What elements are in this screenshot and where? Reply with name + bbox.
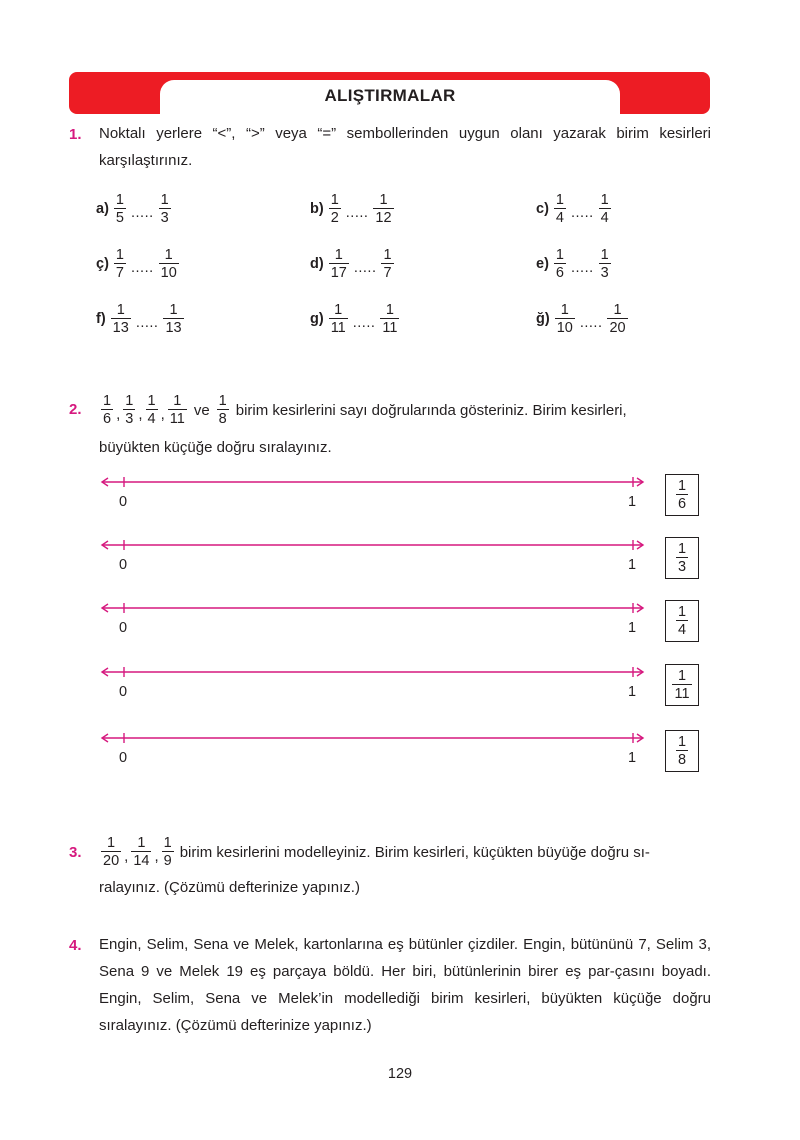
fraction-denominator: 13: [165, 320, 182, 336]
question-2-line: [99, 393, 711, 427]
question-3-line: [99, 835, 711, 869]
left-fraction: [553, 302, 577, 336]
fraction-denominator: 10: [160, 265, 177, 281]
right-fraction: [597, 192, 613, 226]
box-fraction: [674, 734, 690, 768]
left-fraction: [327, 302, 350, 336]
fraction-denominator: 4: [147, 411, 156, 427]
item-label: ç): [96, 256, 109, 272]
question-4-text: Engin, Selim, Sena ve Melek, kartonlarına eş bütünler çizdiler. Engin, bütününü 7, Selim 3, Sena 9 ve Melek 19 eş parçaya böldü. Her biri, bütünlerinin birer eş par-çasını boyadı. Engin, Selim, Sena ve Melek’in modellediği birim kesirleri, büyükten küçüğe doğru sıralayınız. (Çözümü defterinize yapınız.): [99, 936, 711, 1034]
fraction-numerator: 1: [334, 302, 343, 318]
fraction-denominator: 5: [115, 210, 124, 226]
fraction-numerator: 1: [164, 247, 173, 263]
right-fraction: [605, 302, 629, 336]
question-2-text-line2: büyükten küçüğe doğru sıralayınız.: [99, 439, 332, 456]
comparison-item: [310, 302, 401, 336]
unit-fraction: [166, 393, 189, 427]
fraction-numerator: 1: [103, 393, 112, 409]
separator-comma: ,: [138, 405, 143, 423]
fraction-denominator: 10: [556, 320, 573, 336]
fraction-numerator: 1: [163, 835, 172, 851]
box-fraction: [670, 668, 693, 702]
left-fraction: [112, 247, 128, 281]
comparison-item: [536, 302, 630, 336]
question-3-number: 3.: [69, 844, 82, 861]
fraction-box: [665, 537, 699, 579]
fraction-denominator: 3: [677, 559, 687, 575]
fraction-numerator: 1: [677, 541, 687, 557]
fraction-numerator: 1: [173, 393, 182, 409]
fraction-denominator: 20: [103, 853, 120, 869]
fraction-box: [665, 664, 699, 706]
fraction-numerator: 1: [677, 668, 687, 684]
number-line: [100, 728, 645, 748]
fraction-numerator: 1: [115, 247, 124, 263]
page-number: 129: [387, 1066, 413, 1082]
page-title: ALIŞTIRMALAR: [324, 86, 456, 105]
fraction-denominator: 3: [125, 411, 134, 427]
unit-fraction: [99, 835, 123, 869]
fraction-denominator: 17: [330, 265, 347, 281]
fraction-box: [665, 474, 699, 516]
box-fraction: [674, 604, 690, 638]
fraction-denominator: 6: [555, 265, 564, 281]
question-1-number: 1.: [69, 126, 82, 143]
item-label: f): [96, 311, 106, 327]
box-fraction: [674, 541, 690, 575]
comparison-blank: .....: [579, 315, 603, 331]
comparison-item: [310, 247, 396, 281]
fraction-numerator: 1: [555, 192, 564, 208]
number-line-one-label: 1: [628, 620, 637, 636]
fraction-numerator: 1: [385, 302, 394, 318]
number-line-one-label: 1: [628, 494, 637, 510]
fraction-denominator: 12: [375, 210, 392, 226]
left-fraction: [552, 192, 568, 226]
number-line-zero-label: 0: [119, 750, 128, 766]
right-fraction: [379, 247, 395, 281]
comparison-item: [96, 302, 186, 336]
fraction-numerator: 1: [147, 393, 156, 409]
fraction-denominator: 4: [600, 210, 609, 226]
fraction-numerator: 1: [107, 835, 116, 851]
fraction-numerator: 1: [677, 604, 687, 620]
question-1-text: Noktalı yerlere “<”, “>” veya “=” sembollerinden uygun olanı yazarak birim kesirleri karşılaştırınız.: [99, 125, 711, 169]
item-label: g): [310, 311, 324, 327]
comparison-item: [536, 247, 613, 281]
fraction-numerator: 1: [677, 734, 687, 750]
item-label: b): [310, 201, 324, 217]
comparison-blank: .....: [353, 260, 377, 276]
comparison-item: [536, 192, 613, 226]
number-line: [100, 598, 645, 618]
fraction-denominator: 6: [677, 496, 687, 512]
fraction-numerator: 1: [560, 302, 569, 318]
fraction-numerator: 1: [169, 302, 178, 318]
comparison-blank: .....: [352, 315, 376, 331]
number-line: [100, 472, 645, 492]
comparison-item: [96, 192, 173, 226]
fraction-numerator: 1: [330, 192, 339, 208]
fraction-denominator: 2: [330, 210, 339, 226]
fraction-denominator: 20: [609, 320, 626, 336]
comparison-item: [310, 192, 396, 226]
fraction-numerator: 1: [677, 478, 687, 494]
fraction-box: [665, 600, 699, 642]
item-label: a): [96, 201, 109, 217]
fraction-numerator: 1: [600, 192, 609, 208]
comparison-blank: .....: [570, 205, 594, 221]
item-label: ğ): [536, 311, 550, 327]
comparison-blank: .....: [135, 315, 159, 331]
fraction-denominator: 8: [677, 752, 687, 768]
fraction-numerator: 1: [555, 247, 564, 263]
box-fraction: [674, 478, 690, 512]
fraction-numerator: 1: [334, 247, 343, 263]
unit-fraction: [215, 393, 231, 427]
fraction-denominator: 9: [163, 853, 172, 869]
number-line: [100, 662, 645, 682]
fraction-numerator: 1: [613, 302, 622, 318]
right-fraction: [157, 247, 181, 281]
left-fraction: [109, 302, 133, 336]
fraction-denominator: 6: [103, 411, 112, 427]
item-label: c): [536, 201, 549, 217]
left-fraction: [327, 247, 351, 281]
fraction-denominator: 3: [160, 210, 169, 226]
unit-fraction: [160, 835, 176, 869]
fraction-denominator: 11: [382, 320, 398, 336]
item-label: e): [536, 256, 549, 272]
right-fraction: [378, 302, 401, 336]
comparison-item: [96, 247, 181, 281]
fraction-numerator: 1: [115, 192, 124, 208]
separator-comma: ,: [154, 847, 159, 865]
separator-comma: ,: [116, 405, 121, 423]
fraction-denominator: 3: [600, 265, 609, 281]
fraction-denominator: 8: [218, 411, 227, 427]
unit-fraction: [144, 393, 160, 427]
number-line-one-label: 1: [628, 750, 637, 766]
fraction-denominator: 13: [112, 320, 129, 336]
fraction-numerator: 1: [600, 247, 609, 263]
comparison-blank: .....: [345, 205, 369, 221]
right-fraction: [371, 192, 395, 226]
question-3-text: birim kesirlerini modelleyiniz. Birim kesirleri, küçükten büyüğe doğru sı-: [179, 843, 650, 861]
number-line-one-label: 1: [628, 557, 637, 573]
item-label: d): [310, 256, 324, 272]
question-4-number: 4.: [69, 937, 82, 954]
fraction-numerator: 1: [383, 247, 392, 263]
separator-comma: ,: [160, 405, 165, 423]
fraction-numerator: 1: [160, 192, 169, 208]
fraction-denominator: 7: [383, 265, 392, 281]
fraction-denominator: 11: [674, 686, 690, 702]
number-line-zero-label: 0: [119, 684, 128, 700]
fraction-denominator: 4: [555, 210, 564, 226]
comparison-blank: .....: [130, 205, 154, 221]
fraction-numerator: 1: [379, 192, 388, 208]
separator-comma: ,: [124, 847, 129, 865]
question-2-number: 2.: [69, 401, 82, 418]
fraction-numerator: 1: [116, 302, 125, 318]
left-fraction: [327, 192, 343, 226]
fraction-numerator: 1: [218, 393, 227, 409]
number-line-zero-label: 0: [119, 620, 128, 636]
fraction-denominator: 7: [115, 265, 124, 281]
fraction-denominator: 14: [133, 853, 150, 869]
left-fraction: [552, 247, 568, 281]
question-3-text-line2: ralayınız. (Çözümü defterinize yapınız.): [99, 879, 360, 896]
number-line-zero-label: 0: [119, 494, 128, 510]
comparison-blank: .....: [570, 260, 594, 276]
number-line-zero-label: 0: [119, 557, 128, 573]
fraction-denominator: 11: [169, 411, 185, 427]
number-line: [100, 535, 645, 555]
right-fraction: [597, 247, 613, 281]
fraction-box: [665, 730, 699, 772]
question-2-text: birim kesirlerini sayı doğrularında gösteriniz. Birim kesirleri,: [235, 401, 627, 419]
fraction-numerator: 1: [125, 393, 134, 409]
unit-fraction: [121, 393, 137, 427]
right-fraction: [161, 302, 185, 336]
conjunction-ve: ve: [193, 401, 210, 419]
right-fraction: [157, 192, 173, 226]
unit-fraction: [99, 393, 115, 427]
fraction-denominator: 4: [677, 622, 687, 638]
unit-fraction: [129, 835, 153, 869]
comparison-blank: .....: [130, 260, 154, 276]
fraction-numerator: 1: [137, 835, 146, 851]
left-fraction: [112, 192, 128, 226]
number-line-one-label: 1: [628, 684, 637, 700]
fraction-denominator: 11: [330, 320, 346, 336]
